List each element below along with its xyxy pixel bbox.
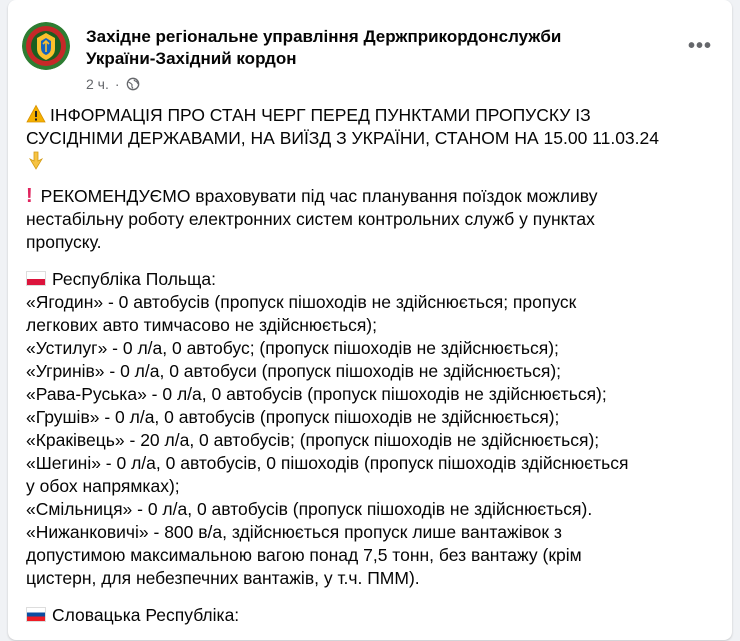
checkpoint-line: «Устилуг» - 0 л/а, 0 автобус; (пропуск пішоходів не здійснюється); (26, 338, 559, 358)
border-guard-emblem-icon (22, 22, 70, 70)
more-options-button[interactable] (682, 28, 718, 64)
checkpoint-line: «Ягодин» - 0 автобусів (пропуск пішоходів не здійснюється; пропуск (26, 292, 577, 312)
meta-separator: · (114, 76, 120, 92)
poland-title: Республіка Польща: (26, 268, 726, 291)
warning-icon (26, 104, 46, 124)
checkpoint-line: легкових авто тимчасово не здійснюється); (26, 315, 377, 335)
post-card (8, 0, 732, 640)
page-name-link[interactable] (86, 26, 646, 70)
checkpoint-line: «Краківець» - 20 л/а, 0 автобусів; (пропуск пішоходів не здійснюється); (26, 430, 600, 450)
pointing-down-icon (26, 150, 46, 170)
poland-flag-icon (26, 271, 46, 286)
exclamation-icon: ! (26, 185, 33, 207)
checkpoint-line: «Шегині» - 0 л/а, 0 автобусів, 0 пішоходів (пропуск пішоходів здійснюється (26, 453, 629, 473)
post-text (26, 104, 726, 641)
checkpoint-line: «Нижанковичі» - 800 в/а, здійснюється пропуск лише вантажівок з (26, 522, 562, 542)
poland-section (26, 268, 726, 590)
post-header (22, 22, 718, 92)
heading-line-2: СУСІДНІМИ ДЕРЖАВАМИ, НА ВИЇЗД З УКРАЇНИ, СТАНОМ НА 15.00 11.03.24 (26, 128, 659, 148)
more-options-icon: ••• (687, 34, 712, 57)
checkpoint-line: у обох напрямках); (26, 476, 180, 496)
slovakia-title: Словацька Республіка: (26, 604, 726, 627)
recommendation-line-2: нестабільну роботу електронних систем контрольних служб у пунктах (26, 209, 595, 229)
page-name-line-1: Західне регіональне управління Держприкордонслужби (86, 27, 562, 46)
checkpoint-line: «Грушів» - 0 л/а, 0 автобусів (пропуск пішоходів не здійснюється); (26, 407, 560, 427)
post-meta (86, 76, 140, 92)
slovakia-section (26, 604, 726, 627)
checkpoint-line: цистерн, для небезпечних вантажів, у т.ч. ПММ). (26, 568, 420, 588)
page-avatar[interactable] (22, 22, 70, 70)
globe-icon[interactable] (126, 77, 140, 91)
recommendation-line-1: ! РЕКОМЕНДУЄМО враховувати під час планування поїздок можливу (26, 185, 598, 207)
recommendation-paragraph (26, 185, 726, 254)
checkpoint-line: допустимою максимальною вагою понад 7,5 тонн, без вантажу (крім (26, 545, 582, 565)
checkpoint-line: «Рава-Руська» - 0 л/а, 0 автобусів (пропуск пішоходів не здійснюється); (26, 384, 607, 404)
heading-line-3 (26, 150, 726, 173)
checkpoint-line: «Угринів» - 0 л/а, 0 автобуси (пропуск пішоходів не здійснюється); (26, 361, 562, 381)
checkpoint-line: «Смільниця» - 0 л/а, 0 автобусів (пропуск пішоходів не здійснюється). (26, 499, 593, 519)
slovakia-flag-icon (26, 607, 46, 622)
post-heading (26, 104, 726, 173)
post-timestamp[interactable]: 2 ч. (86, 76, 109, 92)
recommendation-line-3: пропуску. (26, 232, 102, 252)
page-name-line-2: України-Західний кордон (86, 49, 297, 68)
heading-line-1: ІНФОРМАЦІЯ ПРО СТАН ЧЕРГ ПЕРЕД ПУНКТАМИ ПРОПУСКУ ІЗ (26, 104, 726, 127)
